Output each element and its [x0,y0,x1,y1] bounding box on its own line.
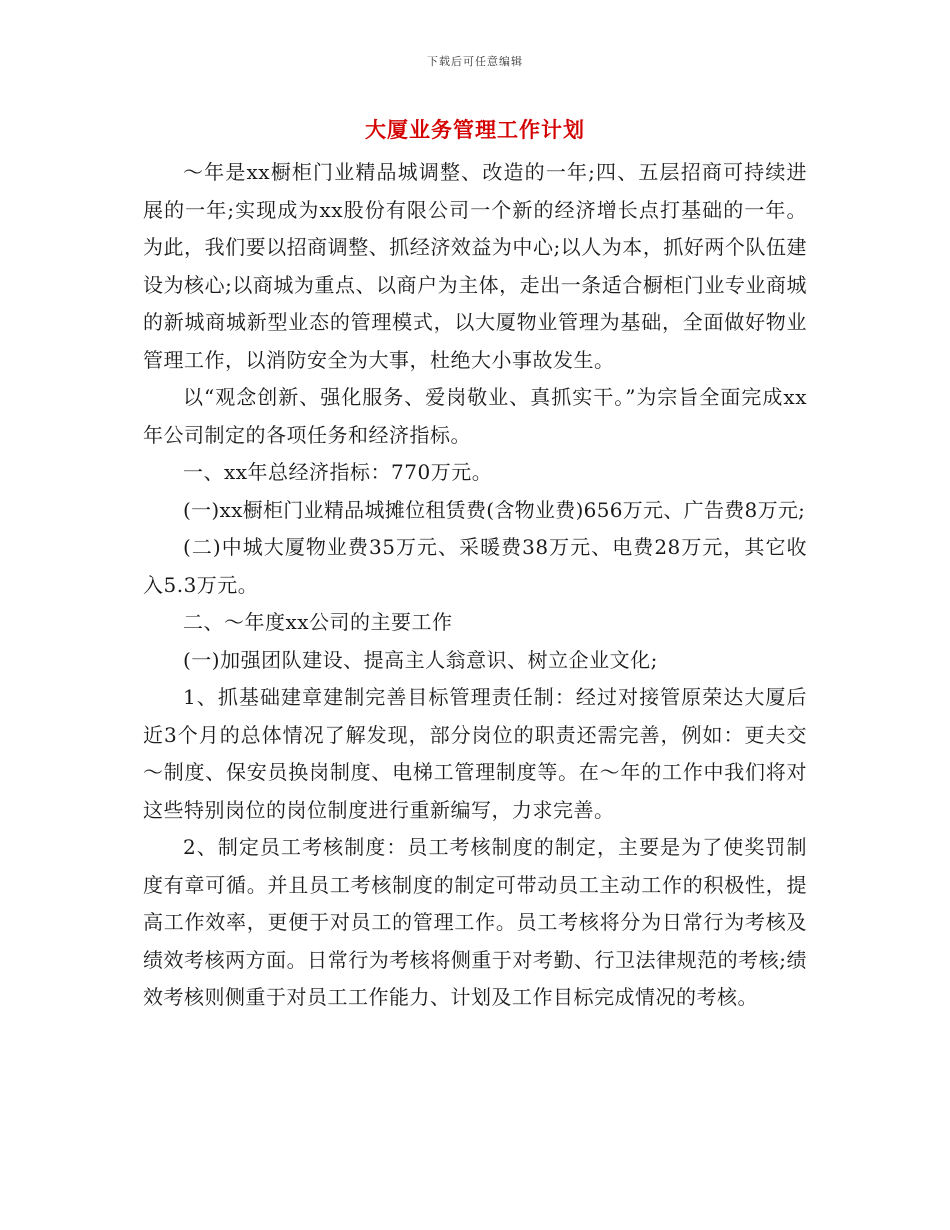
header-note: 下载后可任意编辑 [427,55,523,68]
paragraph-intro: ～年是xx橱柜门业精品城调整、改造的一年;四、五层招商可持续进展的一年;实现成为xx股份有限公司一个新的经济增长点打基础的一年。为此，我们要以招商调整、抓经济效益为中心;以人为本，抓好两个队伍建设为核心;以商城为重点、以商户为主体，走出一条适合橱柜门业专业商城的新城商城新型业态的管理模式，以大厦物业管理为基础，全面做好物业管理工作，以消防安全为大事，杜绝大小事故发生。 [143,160,807,372]
paragraph-purpose: 以“观念创新、强化服务、爱岗敬业、真抓实干。”为宗旨全面完成xx年公司制定的各项任务和经济指标。 [143,385,807,447]
paragraph-subsection-one: (一)加强团队建设、提高主人翁意识、树立企业文化; [183,647,658,672]
paragraph-section-one: 一、xx年总经济指标：770万元。 [183,460,493,484]
paragraph-item-one: (一)xx橱柜门业精品城摊位租赁费(含物业费)656万元、广告费8万元; [183,497,806,522]
paragraph-section-two: 二、～年度xx公司的主要工作 [183,610,453,634]
document-title: 大厦业务管理工作计划 [365,117,585,142]
document-body [143,154,807,1017]
paragraph-point-two: 2、制定员工考核制度：员工考核制度的制定，主要是为了使奖罚制度有章可循。并且员工考核制度的制定可带动员工主动工作的积极性，提高工作效率，更便于对员工的管理工作。员工考核将分为日常行为考核及绩效考核两方面。日常行为考核将侧重于对考勤、行卫法律规范的考核;绩效考核则侧重于对员工工作能力、计划及工作目标完成情况的考核。 [143,835,807,1009]
paragraph-point-one: 1、抓基础建章建制完善目标管理责任制：经过对接管原荣达大厦后近3个月的总体情况了解发现，部分岗位的职责还需完善，例如：更夫交～制度、保安员换岗制度、电梯工管理制度等。在～年的工作中我们将对这些特别岗位的岗位制度进行重新编写，力求完善。 [143,685,807,822]
paragraph-item-two: (二)中城大厦物业费35万元、采暖费38万元、电费28万元，其它收入5.3万元。 [143,535,807,597]
